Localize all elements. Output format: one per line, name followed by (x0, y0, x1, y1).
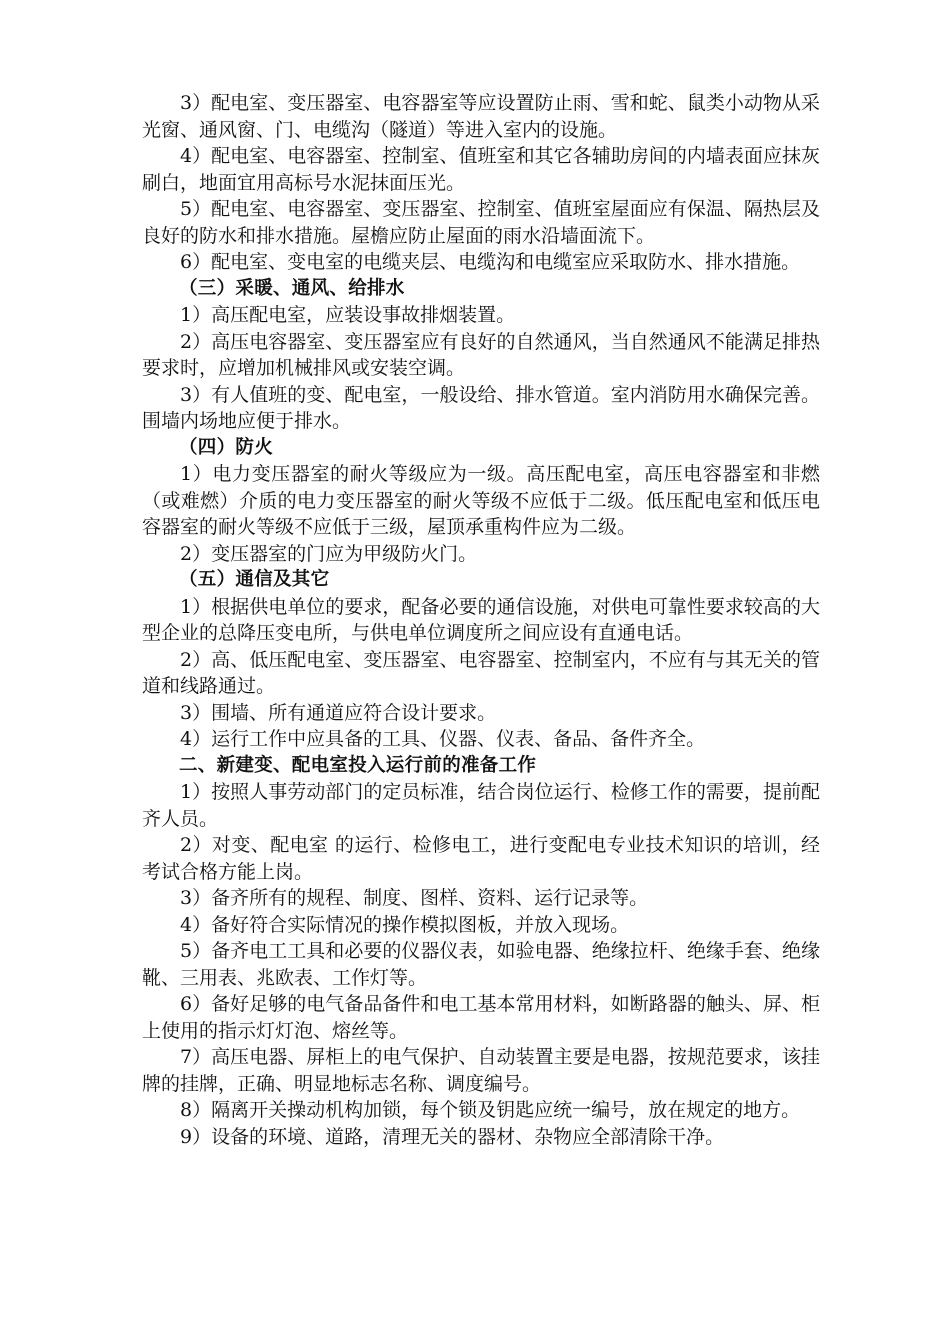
paragraph-tools-spares: 4）运行工作中应具备的工具、仪器、仪表、备品、备件齐全。 (180, 728, 706, 750)
paragraph-communication-facilities: 1）根据供电单位的要求，配备必要的通信设施，对供电可靠性要求较高的大型企业的总降压变电所，与供电单位调度所之间应设有直通电话。 (142, 595, 820, 644)
paragraph-walls-passages: 3）围墙、所有通道应符合设计要求。 (180, 701, 497, 724)
section-heading-heating-ventilation: （三）采暖、通风、给排水 (179, 277, 405, 299)
paragraph-training: 2）对变、配电室 的运行、检修电工，进行变配电专业技术知识的培训，经考试合格方能上岗。 (142, 834, 820, 883)
paragraph-tools-instruments: 5）备齐电工工具和必要的仪器仪表，如验电器、绝缘拉杆、绝缘手套、绝缘靴、三用表、兆欧表、工作灯等。 (142, 940, 820, 989)
paragraph-spare-parts: 6）备好足够的电气备品备件和电工基本常用材料，如断路器的触头、屏、柜上使用的指示灯灯泡、熔丝等。 (142, 993, 820, 1042)
paragraph-no-unrelated-pipes: 2）高、低压配电室、变压器室、电容器室、控制室内，不应有与其无关的管道和线路通过。 (142, 648, 820, 697)
document-page (142, 90, 820, 1150)
paragraph-item-6-cable-waterproofing: 6）配电室、变电室的电缆夹层、电缆沟和电缆室应采取防水、排水措施。 (180, 251, 801, 273)
paragraph-cleanup: 9）设备的环境、道路，清理无关的器材、杂物应全部清除干净。 (180, 1125, 725, 1148)
paragraph-documents: 3）备齐所有的规程、制度、图样、资料、运行记录等。 (180, 887, 649, 909)
paragraph-locks: 8）隔离开关操动机构加锁，每个锁及钥匙应统一编号，放在规定的地方。 (180, 1099, 801, 1121)
section-heading-communication: （五）通信及其它 (179, 569, 330, 590)
section-heading-preparation: 二、新建变、配电室投入运行前的准备工作 (179, 754, 537, 776)
paragraph-ventilation: 2）高压电容器室、变压器室应有良好的自然通风，当自然通风不能满足排热要求时，应增加机械排风或安装空调。 (142, 330, 820, 379)
paragraph-labeling: 7）高压电器、屏柜上的电气保护、自动装置主要是电器，按规范要求，该挂牌的挂牌，正确、明显地标志名称、调度编号。 (142, 1046, 820, 1095)
section-heading-fire-protection: （四）防火 (179, 436, 274, 458)
paragraph-staffing: 1）按照人事劳动部门的定员标准，结合岗位运行、检修工作的需要，提前配齐人员。 (142, 781, 820, 830)
paragraph-item-5-roof-insulation: 5）配电室、电容器室、变压器室、控制室、值班室屋面应有保温、隔热层及良好的防水和排水措施。屋檐应防止屋面的雨水沿墙面流下。 (142, 198, 820, 247)
paragraph-item-3-pest-protection: 3）配电室、变压器室、电容器室等应设置防止雨、雪和蛇、鼠类小动物从采光窗、通风窗、门、电缆沟（隧道）等进入室内的设施。 (142, 92, 820, 141)
paragraph-fire-rating: 1）电力变压器室的耐火等级应为一级。高压配电室，高压电容器室和非燃（或难燃）介质的电力变压器室的耐火等级不应低于二级。低压配电室和低压电容器室的耐火等级不应低于三级，屋顶承重构件应为二级。 (142, 463, 820, 538)
paragraph-item-4-interior-walls: 4）配电室、电容器室、控制室、值班室和其它各辅助房间的内墙表面应抹灰刷白，地面宜用高标号水泥抹面压光。 (142, 145, 820, 194)
paragraph-fire-door: 2）变压器室的门应为甲级防火门。 (180, 542, 478, 565)
paragraph-smoke-exhaust: 1）高压配电室，应装设事故排烟装置。 (180, 304, 516, 326)
paragraph-simulation-board: 4）备好符合实际情况的操作模拟图板，并放入现场。 (180, 913, 630, 936)
paragraph-water-drainage: 3）有人值班的变、配电室，一般设给、排水管道。室内消防用水确保完善。围墙内场地应便于排水。 (142, 383, 820, 432)
